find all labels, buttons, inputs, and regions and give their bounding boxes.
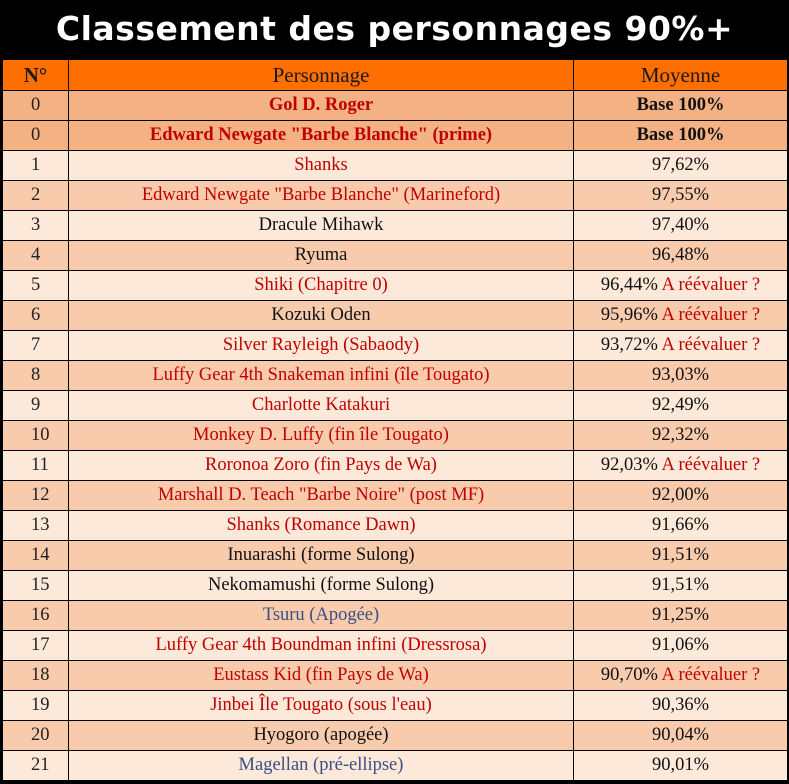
character-name-cell: Hyogoro (apogée) (69, 721, 574, 751)
score-value: 96,48% (651, 245, 710, 265)
character-name-cell: Nekomamushi (forme Sulong) (69, 571, 574, 601)
character-name-cell: Inuarashi (forme Sulong) (69, 541, 574, 571)
score-value: 91,06% (651, 635, 710, 655)
table-row (3, 631, 788, 661)
score-cell (574, 391, 788, 421)
score-cell (574, 421, 788, 451)
rank-cell: 17 (3, 631, 69, 661)
score-cell (574, 301, 788, 331)
rank-cell: 11 (3, 451, 69, 481)
table-row (3, 361, 788, 391)
page-title: Classement des personnages 90%+ (55, 9, 734, 48)
rank-cell: 0 (3, 91, 69, 121)
character-name-cell: Edward Newgate "Barbe Blanche" (prime) (69, 121, 574, 151)
score-value: 91,51% (651, 575, 710, 595)
score-value: 93,72% (600, 335, 658, 355)
rank-cell: 1 (3, 151, 69, 181)
character-name-cell: Shanks (Romance Dawn) (69, 511, 574, 541)
rank-cell: 3 (3, 211, 69, 241)
score-cell (574, 241, 788, 271)
table-row (3, 271, 788, 301)
character-name-cell: Jinbei Île Tougato (sous l'eau) (69, 691, 574, 721)
score-value: 97,40% (651, 215, 710, 235)
character-name-cell: Luffy Gear 4th Boundman infini (Dressrosa) (69, 631, 574, 661)
table-row (3, 331, 788, 361)
rank-cell: 16 (3, 601, 69, 631)
table-row (3, 721, 788, 751)
rank-cell: 6 (3, 301, 69, 331)
header-row (3, 60, 788, 91)
rank-cell: 15 (3, 571, 69, 601)
score-cell (574, 211, 788, 241)
table-row (3, 691, 788, 721)
character-name-cell: Charlotte Katakuri (69, 391, 574, 421)
score-cell (574, 331, 788, 361)
score-value: 92,32% (651, 425, 710, 445)
score-value: 92,03% (600, 455, 658, 475)
table-row (3, 751, 788, 781)
score-value: 97,55% (651, 185, 710, 205)
score-cell (574, 91, 788, 121)
table-row (3, 241, 788, 271)
rank-cell: 12 (3, 481, 69, 511)
header-score: Moyenne (574, 60, 788, 91)
character-name-cell: Monkey D. Luffy (fin île Tougato) (69, 421, 574, 451)
rank-cell: 18 (3, 661, 69, 691)
table-row (3, 541, 788, 571)
table-row (3, 661, 788, 691)
reevaluate-note: A réévaluer ? (661, 455, 761, 475)
character-name-cell: Magellan (pré-ellipse) (69, 751, 574, 781)
score-value: 91,51% (651, 545, 710, 565)
score-value: 96,44% (600, 275, 658, 295)
score-value: 90,01% (651, 755, 710, 775)
score-value: 91,66% (651, 515, 710, 535)
score-value: 91,25% (651, 605, 710, 625)
score-value: 93,03% (651, 365, 710, 385)
score-cell (574, 361, 788, 391)
character-name-cell: Eustass Kid (fin Pays de Wa) (69, 661, 574, 691)
header-num: N° (3, 60, 69, 91)
score-value: 92,00% (651, 485, 710, 505)
table-row (3, 301, 788, 331)
score-cell (574, 181, 788, 211)
score-cell (574, 481, 788, 511)
rank-cell: 7 (3, 331, 69, 361)
reevaluate-note: A réévaluer ? (661, 335, 761, 355)
character-name-cell: Ryuma (69, 241, 574, 271)
score-cell (574, 151, 788, 181)
table-row (3, 91, 788, 121)
rank-cell: 0 (3, 121, 69, 151)
rank-cell: 20 (3, 721, 69, 751)
table-row (3, 121, 788, 151)
rank-cell: 5 (3, 271, 69, 301)
table-row (3, 151, 788, 181)
header-name: Personnage (69, 60, 574, 91)
score-value: 92,49% (651, 395, 710, 415)
ranking-table (2, 59, 788, 781)
table-row (3, 211, 788, 241)
table-row (3, 511, 788, 541)
table-row (3, 571, 788, 601)
rank-cell: 10 (3, 421, 69, 451)
score-cell (574, 601, 788, 631)
score-cell (574, 541, 788, 571)
rank-cell: 21 (3, 751, 69, 781)
score-cell (574, 721, 788, 751)
score-cell (574, 571, 788, 601)
table-row (3, 391, 788, 421)
character-name-cell: Shiki (Chapitre 0) (69, 271, 574, 301)
rank-cell: 14 (3, 541, 69, 571)
score-value: 95,96% (600, 305, 658, 325)
reevaluate-note: A réévaluer ? (661, 275, 761, 295)
score-cell (574, 661, 788, 691)
score-cell (574, 121, 788, 151)
table-row (3, 421, 788, 451)
character-name-cell: Gol D. Roger (69, 91, 574, 121)
character-name-cell: Silver Rayleigh (Sabaody) (69, 331, 574, 361)
table-row (3, 481, 788, 511)
score-value: Base 100% (636, 95, 725, 115)
character-name-cell: Marshall D. Teach "Barbe Noire" (post MF) (69, 481, 574, 511)
table-row (3, 451, 788, 481)
score-cell (574, 691, 788, 721)
character-name-cell: Edward Newgate "Barbe Blanche" (Marineford) (69, 181, 574, 211)
score-value: 90,04% (651, 725, 710, 745)
score-cell (574, 631, 788, 661)
score-value: 90,70% (600, 665, 658, 685)
rank-cell: 19 (3, 691, 69, 721)
score-cell (574, 511, 788, 541)
score-value: 90,36% (651, 695, 710, 715)
score-cell (574, 451, 788, 481)
rank-cell: 8 (3, 361, 69, 391)
character-name-cell: Roronoa Zoro (fin Pays de Wa) (69, 451, 574, 481)
character-name-cell: Dracule Mihawk (69, 211, 574, 241)
table-row (3, 181, 788, 211)
reevaluate-note: A réévaluer ? (661, 665, 761, 685)
character-name-cell: Luffy Gear 4th Snakeman infini (île Tougato) (69, 361, 574, 391)
character-name-cell: Tsuru (Apogée) (69, 601, 574, 631)
rank-cell: 4 (3, 241, 69, 271)
character-name-cell: Kozuki Oden (69, 301, 574, 331)
score-value: 97,62% (651, 155, 710, 175)
rank-cell: 2 (3, 181, 69, 211)
score-value: Base 100% (636, 125, 725, 145)
rank-cell: 9 (3, 391, 69, 421)
score-cell (574, 751, 788, 781)
reevaluate-note: A réévaluer ? (661, 305, 761, 325)
table-row (3, 601, 788, 631)
character-name-cell: Shanks (69, 151, 574, 181)
rank-cell: 13 (3, 511, 69, 541)
table-body (3, 91, 788, 781)
score-cell (574, 271, 788, 301)
